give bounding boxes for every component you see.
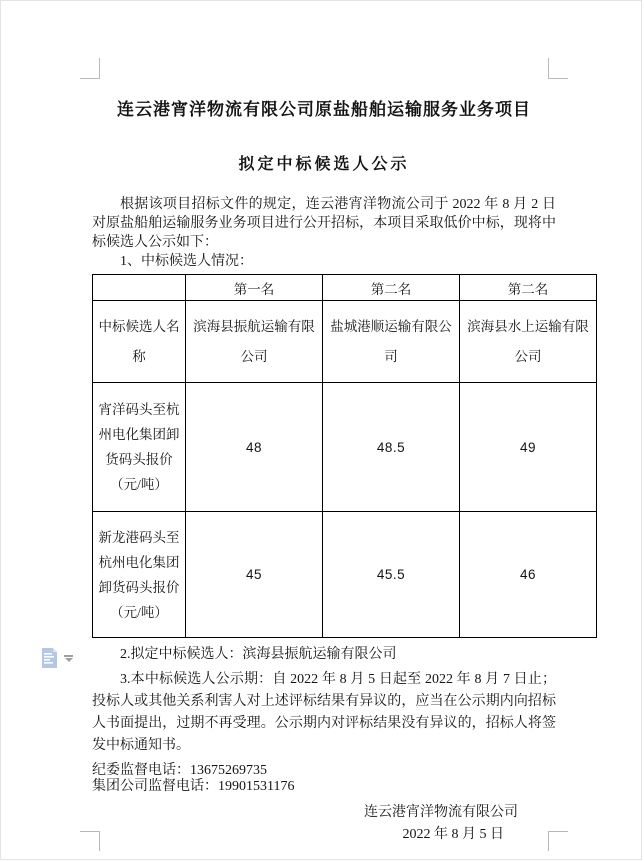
candidate-name-3: 滨海县水上运输有限公司 bbox=[460, 301, 597, 383]
table-row-price-xinlonggang bbox=[93, 512, 597, 638]
header-cell-first: 第一名 bbox=[186, 275, 323, 301]
intro-paragraph: 根据该项目招标文件的规定，连云港宵洋物流公司于 2022 年 8 月 2 日对原盐船舶运输服务业务项目进行公开招标，本项目采取低价中标，现将中标候选人公示如下： bbox=[92, 197, 556, 250]
price-xinlonggang-1: 45 bbox=[186, 512, 323, 638]
paste-options-button[interactable] bbox=[41, 648, 73, 673]
row-label-candidate-names: 中标候选人名称 bbox=[93, 301, 186, 383]
signature-date: 2022 年 8 月 5 日 bbox=[402, 827, 504, 842]
bid-candidates-table bbox=[92, 274, 597, 638]
header-cell-third: 第二名 bbox=[460, 275, 597, 301]
section1-label: 1、中标候选人情况： bbox=[120, 254, 253, 269]
section2-text: 2.拟定中标候选人：滨海县振航运输有限公司 bbox=[120, 647, 397, 662]
table-row-candidate-names bbox=[93, 301, 597, 383]
candidate-name-1: 滨海县振航运输有限公司 bbox=[186, 301, 323, 383]
price-xiaoyang-3: 49 bbox=[460, 383, 597, 512]
table-row-price-xiaoyang bbox=[93, 383, 597, 512]
paste-options-document-icon[interactable] bbox=[41, 648, 58, 673]
document-subtitle: 拟定中标候选人公示 bbox=[238, 156, 410, 173]
dropdown-arrow-icon[interactable] bbox=[64, 655, 73, 662]
table-header-row bbox=[93, 275, 597, 301]
price-xinlonggang-2: 45.5 bbox=[323, 512, 460, 638]
discipline-phone-line: 纪委监督电话：13675269735 bbox=[92, 763, 267, 778]
document-title: 连云港宵洋物流有限公司原盐船舶运输服务业务项目 bbox=[117, 100, 531, 119]
price-xiaoyang-2: 48.5 bbox=[323, 383, 460, 512]
section3-text: 3.本中标候选人公示期：自 2022 年 8 月 5 日起至 2022 年 8 月 7 日止；投标人或其他关系利害人对上述评标结果有异议的，应当在公示期内向招标人书面提出，过期不再受理。公示期内对评标结果没有异议的，招标人将签发中标通知书。 bbox=[92, 672, 556, 753]
price-xinlonggang-3: 46 bbox=[460, 512, 597, 638]
row-label-price-xinlonggang: 新龙港码头至杭州电化集团卸货码头报价（元/吨） bbox=[93, 512, 186, 638]
candidate-name-2: 盐城港顺运输有限公司 bbox=[323, 301, 460, 383]
signature-company: 连云港宵洋物流有限公司 bbox=[364, 805, 518, 820]
text-boundary-mark-top-left bbox=[80, 58, 100, 79]
text-boundary-mark-top-right bbox=[548, 58, 568, 79]
header-cell-second: 第二名 bbox=[323, 275, 460, 301]
document-content bbox=[92, 89, 589, 843]
price-xiaoyang-1: 48 bbox=[186, 383, 323, 512]
header-cell-empty bbox=[93, 275, 186, 301]
signature-block bbox=[92, 804, 556, 843]
row-label-price-xiaoyang: 宵洋码头至杭州电化集团卸货码头报价（元/吨） bbox=[93, 383, 186, 512]
group-phone-line: 集团公司监督电话：19901531176 bbox=[92, 779, 295, 794]
